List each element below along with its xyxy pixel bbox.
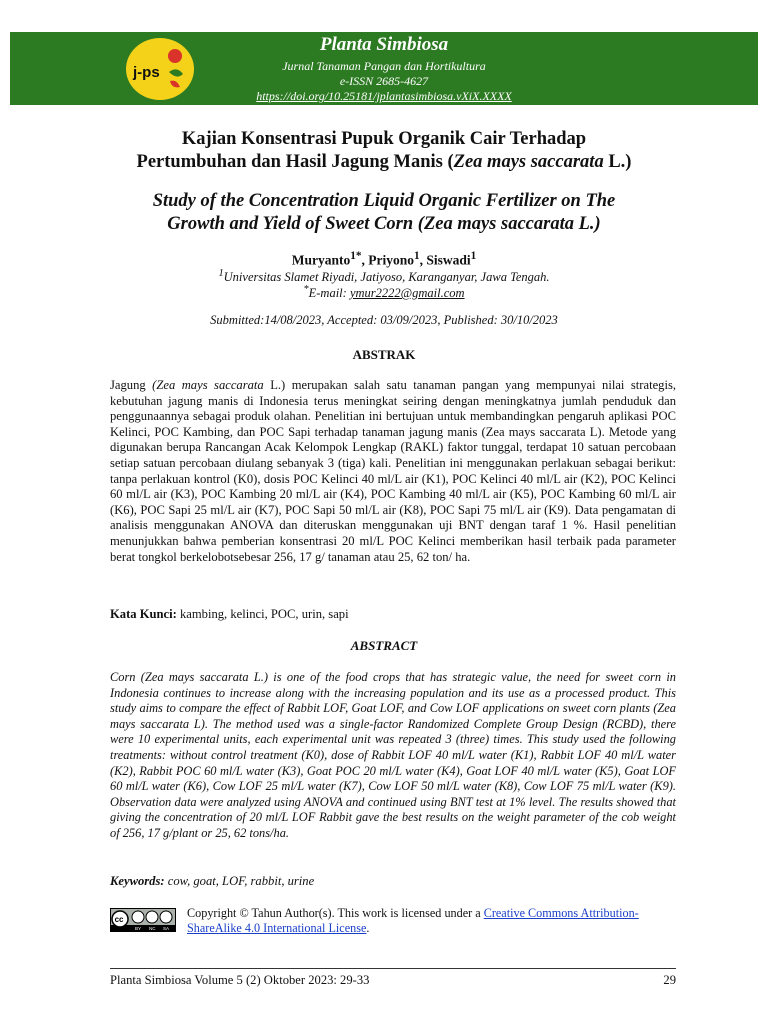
title-en-line1: Study of the Concentration Liquid Organic Fertilizer on The — [152, 191, 616, 211]
corresponding-email: *E-mail: ymur2222@gmail.com — [303, 284, 465, 301]
journal-name: Planta Simbiosa — [319, 34, 449, 55]
submission-dates: Submitted:14/08/2023, Accepted: 03/09/2023, Published: 30/10/2023 — [210, 313, 558, 327]
license-link[interactable]: Creative Commons Attribution-ShareAlike 4.0 International License — [187, 906, 639, 935]
title-id-line1: Kajian Konsentrasi Pupuk Organik Cair Terhadap — [181, 129, 587, 149]
svg-text:SA: SA — [163, 926, 170, 931]
kata-kunci: Kata Kunci: kambing, kelinci, POC, urin, sapi — [110, 607, 349, 621]
abstrak-body: Jagung (Zea mays saccarata L.) merupakan salah satu tanaman pangan yang mempunyai nilai strategis, kebutuhan jagung manis di Indonesia terus meningkat seiring dengan meningkatnya jumlah penduduk dan penggunaannya sebagai produk olahan. Penelitian ini bertujuan untuk membandingkan pengaruh aplikasi POC Kelinci, POC Kambing, dan POC Sapi terhadap tanaman jagung manis (Zea mays saccarata L). Metode yang digunakan berupa Rancangan Acak Kelompok Lengkap (RAKL) faktor tunggal, terdapat 10 satuan percobaan setiap satuan percobaan diulang sebanyak 3 (tiga) kali. Penelitian ini menggunakan perlakuan sebagai berikut: tanpa perlakuan kontrol (K0), dosis POC Kelinci 40 ml/L air (K1), POC Kelinci 40 ml/L air (K2), POC Kelinci 60 ml/L air (K3), POC Kambing 20 ml/L air (K4), POC Kambing 40 ml/L air (K5), POC Kambing 60 ml/L air (K6), POC Sapi 25 ml/L air (K7), POC Sapi 50 ml/L air (K8), POC Sapi 75 ml/L air (K9). Data pengamatan di analisis menggunakan ANOVA dan diteruskan menggunakan uji BNT dengan taraf 1 %. Hasil penelitian menunjukkan bahwa pemberian konsentrasi 20 ml/L POC Kelinci memberikan hasil terbaik pada parameter berat tongkol berkelobotsebesar 256, 17 g/ tanaman atau 25, 62 ton/ ha. — [110, 378, 677, 564]
author-list: Muryanto$^{1*}$, Priyono$^1$, Siswadi$^1$ — [291, 250, 477, 268]
title-en-line2: Growth and Yield of Sweet Corn (Zea mays saccarata L.) — [167, 214, 601, 234]
footer-divider — [110, 968, 676, 969]
journal-subtitle: Jurnal Tanaman Pangan dan Hortikultura — [282, 59, 486, 73]
svg-text:BY: BY — [135, 926, 142, 931]
abstract-body: Corn (Zea mays saccarata L.) is one of the food crops that has strategic value, the need for sweet corn in Indonesia continues to increase along with the increasing population and its use as a processed product. This study aims to compare the effect of Rabbit LOF, Goat LOF, and Cow LOF applications on sweet corn plants (Zea mays saccarata L). The method used was a single-factor Randomized Complete Group Design (RCBD), there were 10 experimental units, each experimental unit was repeated 3 (three) times. This study used the following treatments: without control treatment (K0), dose of Rabbit LOF 40 ml/L water (K1), Rabbit LOF 40 ml/L water (K2), Rabbit POC 60 ml/L water (K3), Goat POC 20 ml/L water (K4), Goat LOF 40 ml/L water (K5), Goat LOF 60 ml/L water (K6), Cow LOF 25 ml/L water (K7), Cow LOF 50 ml/L water (K8), Cow LOF 75 ml/L water (K9). Observation data were analyzed using ANOVA and continued using BNT test at 1% level. The results showed that giving the concentration of 20 ml/L LOF Rabbit gave the best results on the weight parameter of the cob weight of 256, 17 g/plant or 25, 62 tons/ha. — [110, 670, 676, 840]
svg-text:cc: cc — [114, 915, 124, 924]
logo-text: j-ps — [133, 64, 160, 81]
journal-issn: e-ISSN 2685-4627 — [339, 74, 429, 88]
keywords-english: Keywords: cow, goat, LOF, rabbit, urine — [110, 874, 315, 888]
article-title-indonesian — [0, 128, 768, 174]
creative-commons-badge-icon[interactable] — [110, 908, 176, 932]
page-number: 29 — [663, 973, 676, 987]
abstract-heading: ABSTRACT — [350, 638, 418, 653]
title-id-line2: Pertumbuhan dan Hasil Jagung Manis (Zea mays saccarata L.) — [136, 152, 632, 172]
article-title-english — [0, 190, 768, 236]
abstrak-heading: ABSTRAK — [352, 347, 416, 362]
svg-text:NC: NC — [149, 926, 156, 931]
email-link[interactable]: ymur2222@gmail.com — [349, 286, 465, 301]
footer-citation: Planta Simbiosa Volume 5 (2) Oktober 2023: 29-33 — [110, 973, 370, 987]
license-text: Copyright © Tahun Author(s). This work is licensed under a Creative Commons Attribution-ShareAlike 4.0 International License. — [187, 906, 639, 935]
affiliation: $^1$Universitas Slamet Riyadi, Jatiyoso, Karanganyar, Jawa Tengah. — [218, 268, 550, 285]
doi-link[interactable]: https://doi.org/10.25181/jplantasimbiosa.vXiX.XXXX — [256, 89, 512, 103]
